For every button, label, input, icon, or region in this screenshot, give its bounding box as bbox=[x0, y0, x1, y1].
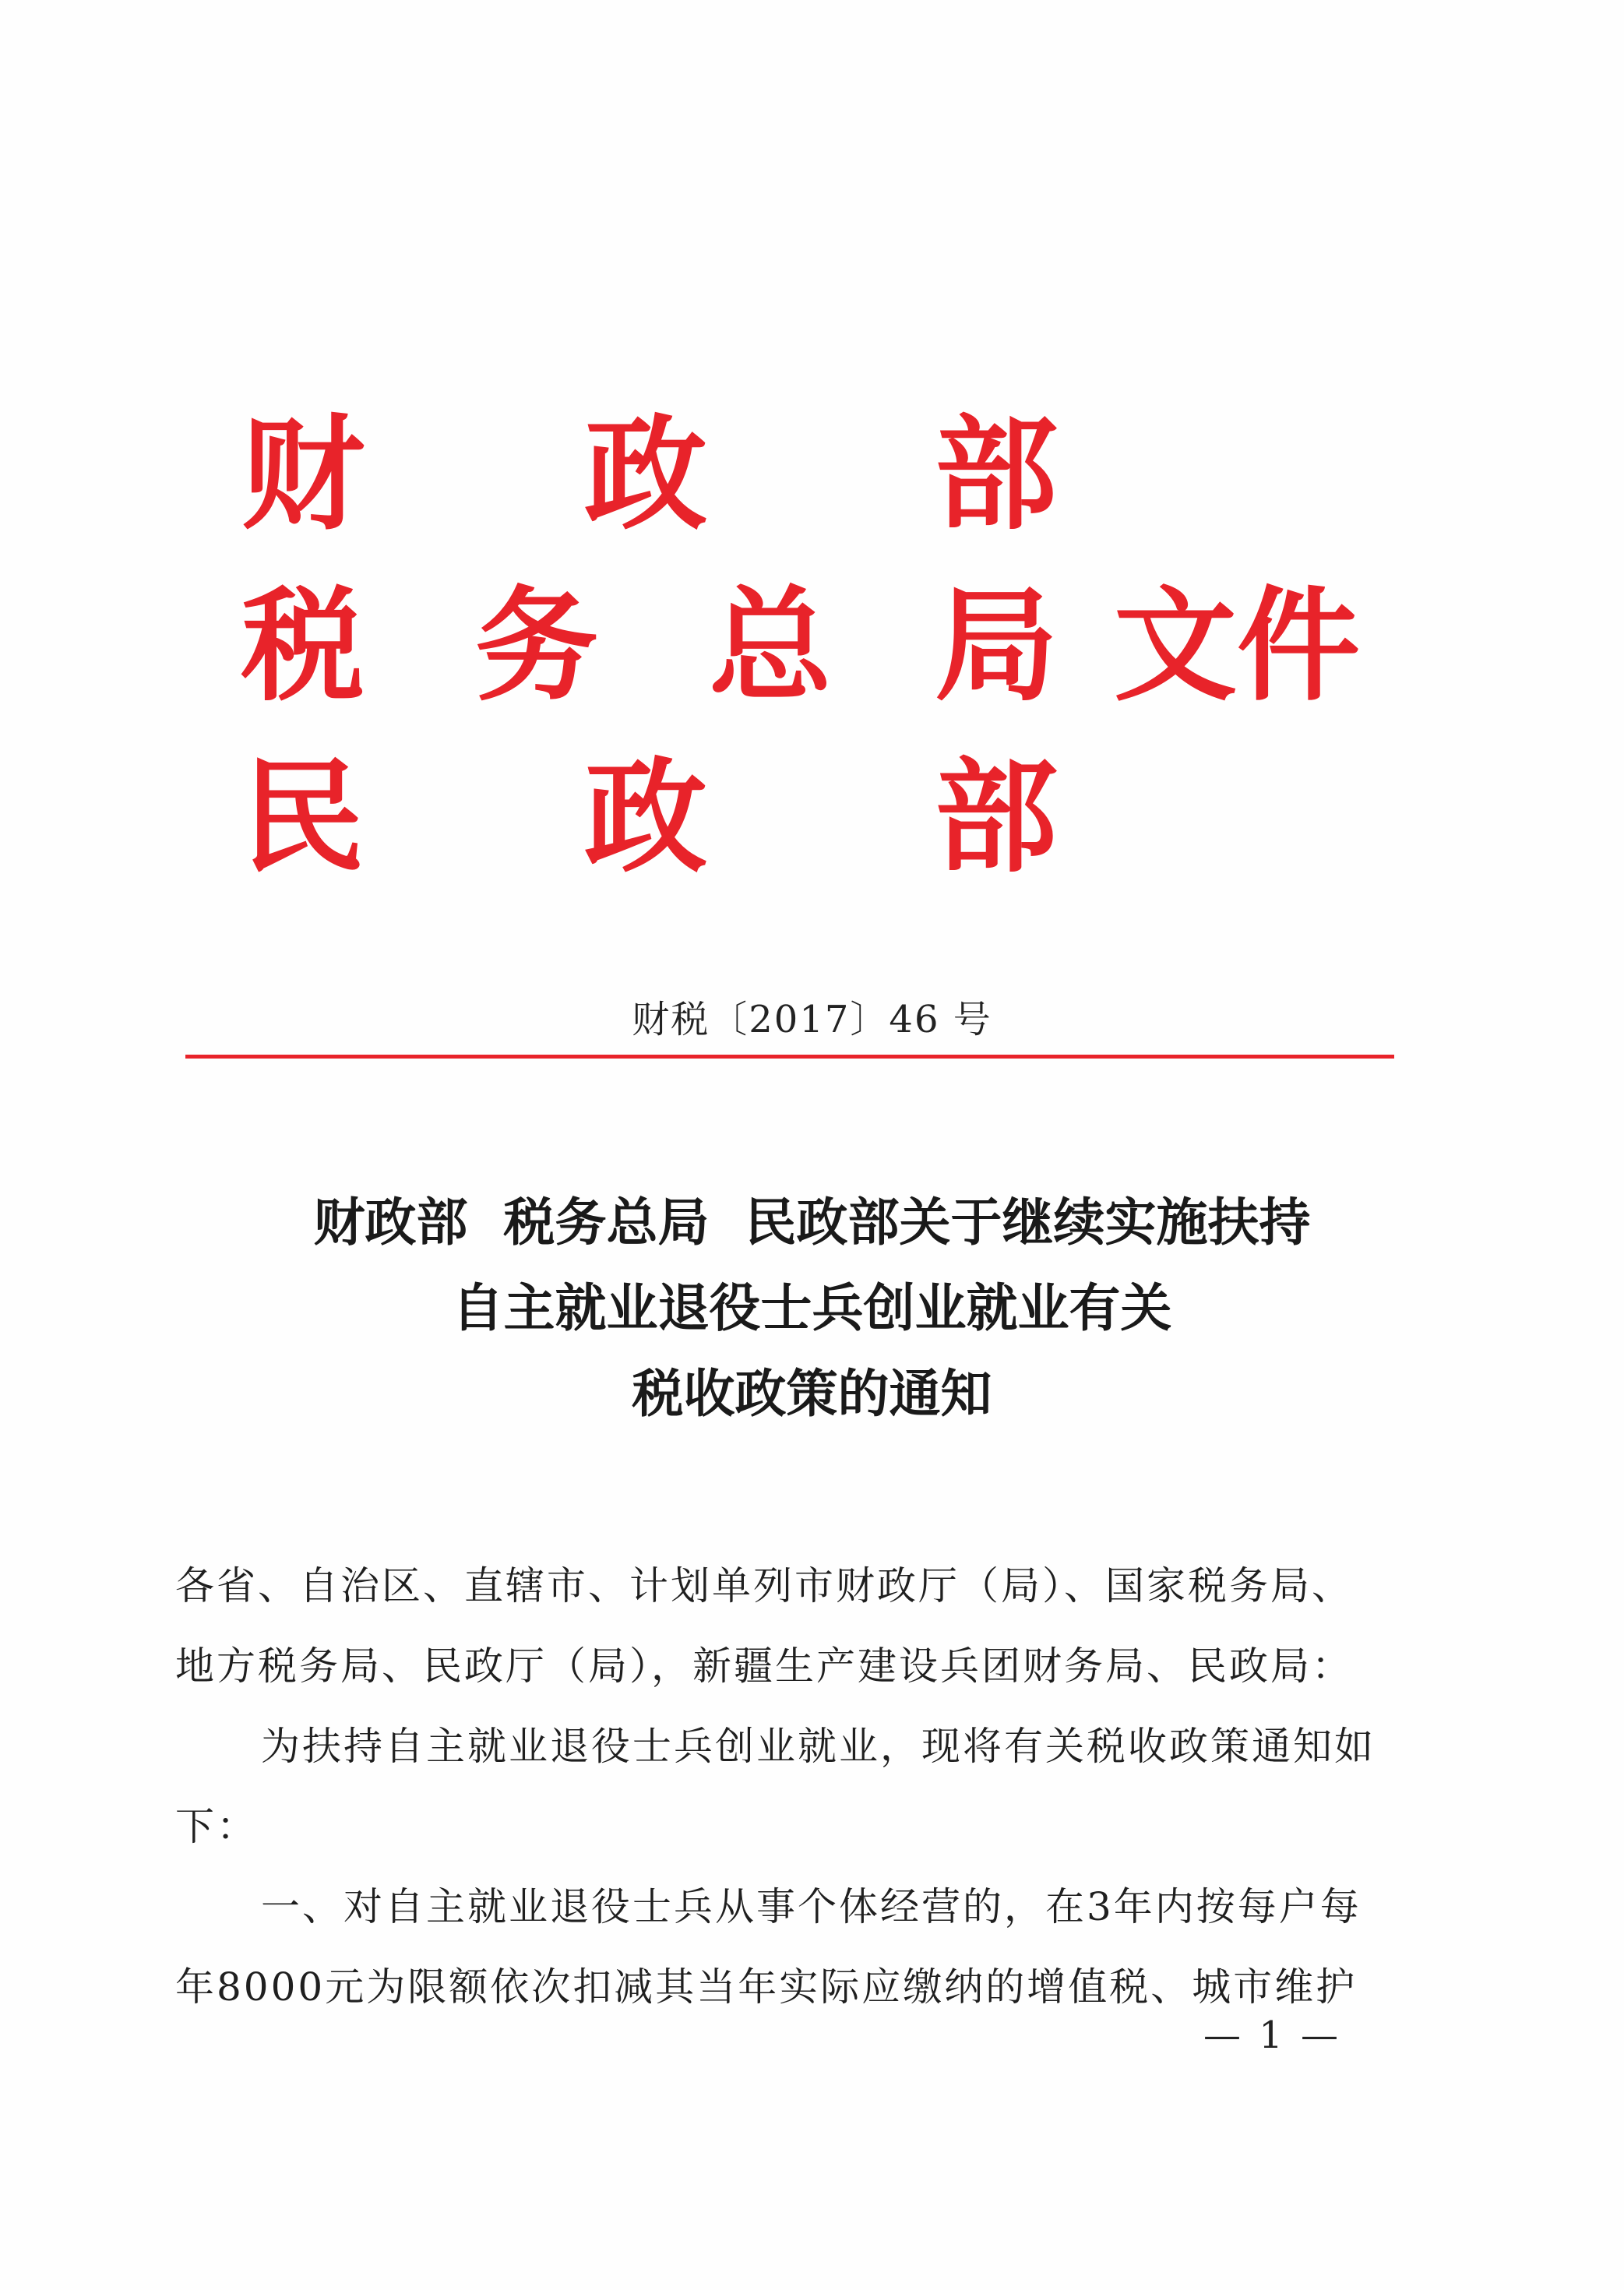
letterhead-char: 政 bbox=[584, 403, 707, 547]
recipients-paragraph: 各省、自治区、直辖市、计划单列市财政厅（局）、国家税务局、地方税务局、民政厅（局），新疆生产建设兵团财务局、民政局： bbox=[175, 1563, 1353, 1689]
red-separator-line bbox=[185, 1055, 1394, 1059]
letterhead-char: 政 bbox=[584, 745, 707, 890]
letterhead-row-1 bbox=[241, 389, 1371, 561]
letterhead-char: 局 bbox=[935, 574, 1058, 718]
letterhead-char: 部 bbox=[935, 403, 1058, 547]
intro-paragraph: 为扶持自主就业退役士兵创业就业，现将有关税收政策通知如下： bbox=[175, 1724, 1376, 1849]
letterhead-char: 总 bbox=[709, 574, 832, 718]
letterhead bbox=[241, 389, 1371, 904]
item-1-paragraph: 一、对自主就业退役士兵从事个体经营的，在3年内按每户每年8000元为限额依次扣减其当年实际应缴纳的增值税、城市维护 bbox=[175, 1884, 1362, 2010]
letterhead-char: 部 bbox=[935, 745, 1058, 890]
letterhead-char: 税 bbox=[241, 574, 365, 718]
document-number: 财税〔2017〕46 号 bbox=[632, 998, 992, 1041]
page-number: — 1 — bbox=[1203, 2013, 1342, 2057]
letterhead-row-3 bbox=[241, 732, 1371, 904]
document-body bbox=[175, 1546, 1390, 2028]
document-title bbox=[0, 1180, 1624, 1437]
letterhead-char: 财 bbox=[241, 403, 365, 547]
title-line-3: 税收政策的通知 bbox=[632, 1364, 992, 1424]
letterhead-char: 务 bbox=[475, 574, 598, 718]
title-line-1: 财政部 税务总局 民政部关于继续实施扶持 bbox=[313, 1193, 1311, 1252]
title-line-2: 自主就业退役士兵创业就业有关 bbox=[452, 1278, 1172, 1338]
letterhead-char: 民 bbox=[241, 745, 365, 890]
letterhead-row-2 bbox=[241, 561, 1371, 732]
letterhead-wenjian: 文件 bbox=[1114, 574, 1360, 718]
